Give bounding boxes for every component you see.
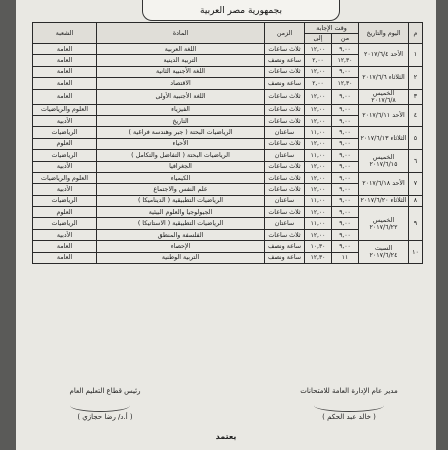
- signature-scribble-2: [70, 399, 130, 412]
- day-date: الخميس ٢٠١٧/٦/٢٢: [359, 207, 409, 241]
- time-to: ١١,٠٠: [305, 218, 332, 229]
- table-row: [33, 172, 423, 183]
- subject: الجغرافيا: [97, 161, 265, 172]
- header-num: م: [409, 23, 423, 44]
- time-from: ١٢,٣٠: [332, 78, 359, 89]
- header-time: وقت الإجابة: [305, 23, 359, 34]
- branch: العلوم والرياضيات: [33, 104, 97, 115]
- branch: الأدبية: [33, 229, 97, 240]
- branch: الرياضيات: [33, 195, 97, 206]
- time-from: ٩,٠٠: [332, 138, 359, 149]
- time-to: ١٢,٠٠: [305, 89, 332, 104]
- director-title: مدير عام الإدارة العامة للامتحانات: [300, 387, 398, 395]
- time-from: ١١: [332, 252, 359, 263]
- head-name: ( أ.د/ رضا حجازي ): [77, 413, 133, 421]
- document-page: [16, 0, 436, 450]
- branch: العامة: [33, 44, 97, 55]
- time-to: ٢,٠٠: [305, 55, 332, 66]
- time-to: ١٢,٠٠: [305, 161, 332, 172]
- subject: التاريخ: [97, 115, 265, 126]
- time-to: ١١,٠٠: [305, 195, 332, 206]
- header-duration: الزمن: [265, 23, 305, 44]
- time-to: ١٢,٠٠: [305, 44, 332, 55]
- duration: ثلاث ساعات: [265, 229, 305, 240]
- subject: الرياضيات التطبيقية ( الاستاتيكا ): [97, 218, 265, 229]
- day-date: الثلاثاء ٢٠١٧/٦/١٣: [359, 127, 409, 150]
- exam-schedule-table: [32, 22, 423, 264]
- table-row: [33, 207, 423, 218]
- day-number: ٣: [409, 89, 423, 104]
- time-from: ٩,٠٠: [332, 66, 359, 77]
- branch: العلوم: [33, 207, 97, 218]
- duration: ساعة ونصف: [265, 78, 305, 89]
- time-to: ١٢,٠٠: [305, 229, 332, 240]
- time-from: ١٢,٣٠: [332, 55, 359, 66]
- time-to: ١٢,٠٠: [305, 115, 332, 126]
- branch: العامة: [33, 66, 97, 77]
- branch: الرياضيات: [33, 218, 97, 229]
- branch: العامة: [33, 252, 97, 263]
- table-row: [33, 66, 423, 77]
- branch: العامة: [33, 55, 97, 66]
- duration: ساعتان: [265, 218, 305, 229]
- time-from: ٩,٠٠: [332, 172, 359, 183]
- duration: ساعتان: [265, 150, 305, 161]
- time-from: ٩,٠٠: [332, 115, 359, 126]
- subject: الأحياء: [97, 138, 265, 149]
- duration: ثلاث ساعات: [265, 115, 305, 126]
- time-to: ١٢,٠٠: [305, 66, 332, 77]
- document-banner: بجمهورية مصر العربية: [142, 0, 340, 21]
- duration: ثلاث ساعات: [265, 138, 305, 149]
- time-to: ١٢,٠٠: [305, 104, 332, 115]
- header-branch: الشعبة: [33, 23, 97, 44]
- day-date: الأحد ٢٠١٧/٦/٤: [359, 44, 409, 67]
- day-date: الخميس ٢٠١٧/٦/١٥: [359, 150, 409, 173]
- subject: اللغة الأجنبية الثانية: [97, 66, 265, 77]
- duration: ساعة ونصف: [265, 55, 305, 66]
- time-from: ٩,٠٠: [332, 207, 359, 218]
- branch: الرياضيات: [33, 150, 97, 161]
- time-from: ٩,٠٠: [332, 104, 359, 115]
- day-number: ٨: [409, 195, 423, 206]
- day-date: الخميس ٢٠١٧/٦/٨: [359, 89, 409, 104]
- time-to: ١١,٠٠: [305, 127, 332, 138]
- day-date: الثلاثاء ٢٠١٧/٦/٦: [359, 66, 409, 89]
- duration: ثلاث ساعات: [265, 184, 305, 195]
- day-date: الثلاثاء ٢٠١٧/٦/٢٠: [359, 195, 409, 206]
- time-to: ١٢,٠٠: [305, 138, 332, 149]
- subject: الرياضيات البحتة ( التفاضل والتكامل ): [97, 150, 265, 161]
- duration: ساعة ونصف: [265, 241, 305, 252]
- branch: العلوم والرياضيات: [33, 172, 97, 183]
- day-date: الأحد ٢٠١٧/٦/١١: [359, 104, 409, 127]
- subject: اللغة العربية: [97, 44, 265, 55]
- table-row: [33, 44, 423, 55]
- time-from: ٩,٠٠: [332, 150, 359, 161]
- table-row: [33, 89, 423, 104]
- subject: اللغة الأجنبية الأولى: [97, 89, 265, 104]
- time-to: ١٢,٠٠: [305, 172, 332, 183]
- day-number: ١٠: [409, 241, 423, 264]
- subject: الفيزياء: [97, 104, 265, 115]
- header-from: من: [332, 34, 359, 44]
- time-to: ٢,٠٠: [305, 78, 332, 89]
- branch: الأدبية: [33, 161, 97, 172]
- duration: ثلاث ساعات: [265, 44, 305, 55]
- duration: ثلاث ساعات: [265, 104, 305, 115]
- day-number: ٩: [409, 207, 423, 241]
- time-from: ٩,٠٠: [332, 44, 359, 55]
- time-to: ١١,٠٠: [305, 150, 332, 161]
- time-from: ٩,٠٠: [332, 184, 359, 195]
- table-row: [33, 104, 423, 115]
- day-number: ٤: [409, 104, 423, 127]
- day-number: ١: [409, 44, 423, 67]
- duration: ساعتان: [265, 195, 305, 206]
- day-date: الأحد ٢٠١٧/٦/١٨: [359, 172, 409, 195]
- subject: الكيمياء: [97, 172, 265, 183]
- table-row: [33, 195, 423, 206]
- duration: ساعة ونصف: [265, 252, 305, 263]
- subject: التربية الوطنية: [97, 252, 265, 263]
- duration: ثلاث ساعات: [265, 66, 305, 77]
- time-to: ١٢,٠٠: [305, 207, 332, 218]
- subject: الرياضيات التطبيقية ( الديناميكا ): [97, 195, 265, 206]
- branch: العامة: [33, 78, 97, 89]
- branch: الرياضيات: [33, 127, 97, 138]
- duration: ثلاث ساعات: [265, 207, 305, 218]
- subject: الإحصاء: [97, 241, 265, 252]
- time-from: ٩,٠٠: [332, 161, 359, 172]
- day-number: ٧: [409, 172, 423, 195]
- time-to: ١٢,٣٠: [305, 252, 332, 263]
- day-number: ٦: [409, 150, 423, 173]
- day-number: ٥: [409, 127, 423, 150]
- time-from: ٩,٠٠: [332, 89, 359, 104]
- day-date: السبت ٢٠١٧/٦/٢٤: [359, 241, 409, 264]
- time-to: ١٠,٣٠: [305, 241, 332, 252]
- branch: الأدبية: [33, 184, 97, 195]
- signature-scribble: [314, 399, 384, 412]
- table-row: [33, 150, 423, 161]
- director-name: ( خالد عبد الحكم ): [322, 413, 376, 421]
- time-from: ٩,٠٠: [332, 229, 359, 240]
- subject: الرياضيات البحتة ( جبر وهندسة فراغية ): [97, 127, 265, 138]
- subject: الجيولوجيا والعلوم البيئية: [97, 207, 265, 218]
- footer-head: [40, 385, 170, 423]
- branch: العامة: [33, 89, 97, 104]
- branch: العلوم: [33, 138, 97, 149]
- header-subject: المادة: [97, 23, 265, 44]
- subject: علم النفس والاجتماع: [97, 184, 265, 195]
- subject: الفلسفة والمنطق: [97, 229, 265, 240]
- subject: الاقتصاد: [97, 78, 265, 89]
- branch: الأدبية: [33, 115, 97, 126]
- approved-label: يعتمد: [215, 432, 237, 441]
- time-from: ٩,٠٠: [332, 195, 359, 206]
- duration: ثلاث ساعات: [265, 172, 305, 183]
- footer-director: [274, 385, 424, 423]
- day-number: ٢: [409, 66, 423, 89]
- duration: ساعتان: [265, 127, 305, 138]
- table-row: [33, 127, 423, 138]
- header-to: إلى: [305, 34, 332, 44]
- schedule-body: [33, 44, 423, 264]
- head-title: رئيس قطاع التعليم العام: [69, 387, 141, 395]
- time-to: ١٢,٠٠: [305, 184, 332, 195]
- time-from: ٩,٠٠: [332, 127, 359, 138]
- header-day: اليوم والتاريخ: [359, 23, 409, 44]
- time-from: ٩,٠٠: [332, 241, 359, 252]
- branch: العامة: [33, 241, 97, 252]
- table-row: [33, 241, 423, 252]
- subject: التربية الدينية: [97, 55, 265, 66]
- duration: ثلاث ساعات: [265, 161, 305, 172]
- duration: ثلاث ساعات: [265, 89, 305, 104]
- time-from: ٩,٠٠: [332, 218, 359, 229]
